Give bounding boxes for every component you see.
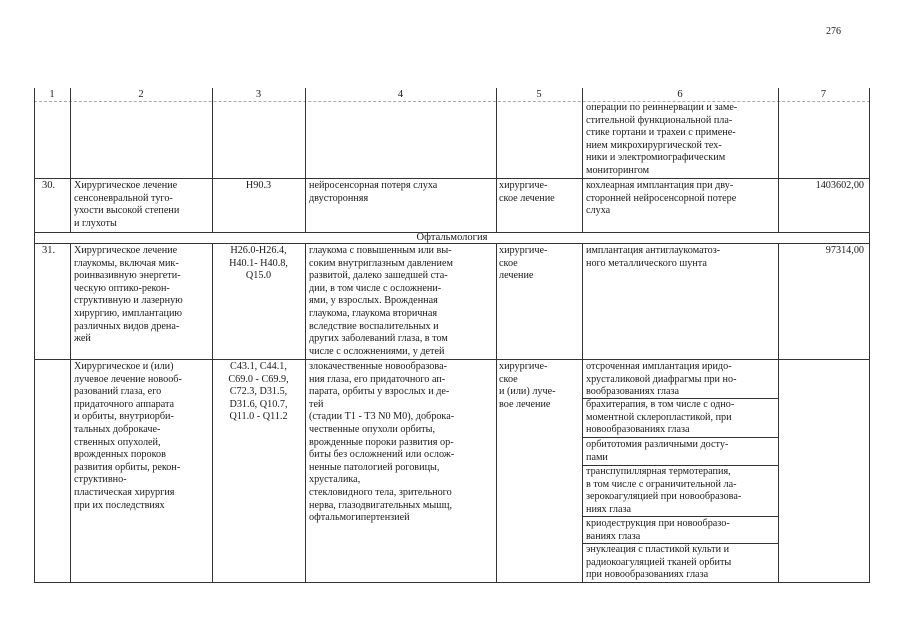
icd-codes: H26.0-H26.4, H40.1- H40.8, Q15.0: [229, 245, 288, 282]
cost-value: 1403602,00: [815, 180, 864, 191]
care-type-name: Хирургическое лечение глаукомы, включая мик- роинвазивную энергети- ческую оптико-рекон- структивную и лазерную хирургию, имплантацию различных видов дрена- жей: [74, 245, 183, 345]
section-title: Офтальмология: [416, 232, 488, 243]
row-number: 31.: [42, 245, 56, 256]
column-number-3: 3: [255, 89, 262, 100]
treatment-method: транспупиллярная термотерапия, в том числе с ограничительной ла- зерокоагуляцией при новообразова- ниях глаза: [586, 466, 742, 515]
patient-model: злокачественные новообразова- ния глаза, его придаточного ап- парата, орбиты у взрослых и де- тей (стадии T1 - T3 N0 M0), доброка- чественные опухоли орбиты, врожденные пороки развития ор- биты без осложнений или ослож- ненные патологией роговицы, хрусталика, стекловидного тела, зрительного нерва, глазодвигательных мышц, офтальмогипертензией: [309, 361, 455, 524]
icd-codes: C43.1, C44.1, C69.0 - C69.9, C72.3, D31.5, D31.6, Q10.7, Q11.0 - Q11.2: [228, 361, 289, 423]
row-number: 30.: [42, 180, 56, 191]
column-number-6: 6: [677, 89, 683, 100]
treatment-type: хирургиче- ское лечение: [499, 245, 548, 282]
icd-codes: H90.3: [245, 180, 272, 191]
continuation-method-text: операции по реиннервации и заме- стительной функциональной пла- стике гортани и трахеи с примене- нием микрохирургической тех- ники и электромиографическим мониторингом: [586, 102, 738, 176]
treatment-type: хирургиче- ское лечение: [499, 180, 555, 204]
care-type-name: Хирургическое лечение сенсоневральной туго- ухости высокой степени и глухоты: [74, 180, 180, 229]
column-number-5: 5: [536, 89, 542, 100]
page-number: 276: [826, 26, 841, 37]
patient-model: глаукома с повышенным или вы- соким внутриглазным давлением развитой, далеко зашедшей ста- дии, в том числе с осложнени- ями, у взрослых. Врожденная глаукома, глаукома вторичная вследствие воспалительных и других заболеваний глаза, в том числе с осложнениями, у детей: [309, 245, 453, 357]
treatment-method: брахитерапия, в том числе с одно- моментной склеропластикой, при новообразованиях глаза: [586, 399, 735, 436]
column-number-7: 7: [820, 89, 827, 100]
cost-value: 97314,00: [825, 245, 864, 256]
treatment-method: энуклеация с пластикой культи и радиокоагуляцией тканей орбиты при новообразованиях глаза: [586, 544, 732, 581]
column-number-4: 4: [397, 89, 404, 100]
treatment-method: имплантация антиглаукоматоз- ного металлического шунта: [586, 245, 721, 269]
treatment-type: хирургиче- ское и (или) луче- вое лечение: [499, 361, 556, 410]
patient-model: нейросенсорная потеря слуха двусторонняя: [309, 180, 438, 204]
treatment-method: орбитотомия различными досту- пами: [586, 439, 729, 463]
care-type-name: Хирургическое и (или) лучевое лечение новооб- разований глаза, его придаточного аппарата и орбиты, внутриорби- тальных доброкаче- ственных опухолей, врожденных пороков развития орбиты, рекон- структивно- пластическая хирургия при их последствиях: [74, 361, 182, 511]
column-number-1: 1: [49, 89, 55, 100]
treatment-method: кохлеарная имплантация при дву- сторонней нейросенсорной потере слуха: [586, 180, 737, 217]
treatment-method: отсроченная имплантация иридо- хрусталиковой диафрагмы при но- вообразованиях глаза: [586, 361, 737, 398]
column-number-2: 2: [138, 89, 144, 100]
treatment-method: криодеструкция при новообразо- ваниях глаза: [586, 518, 730, 542]
